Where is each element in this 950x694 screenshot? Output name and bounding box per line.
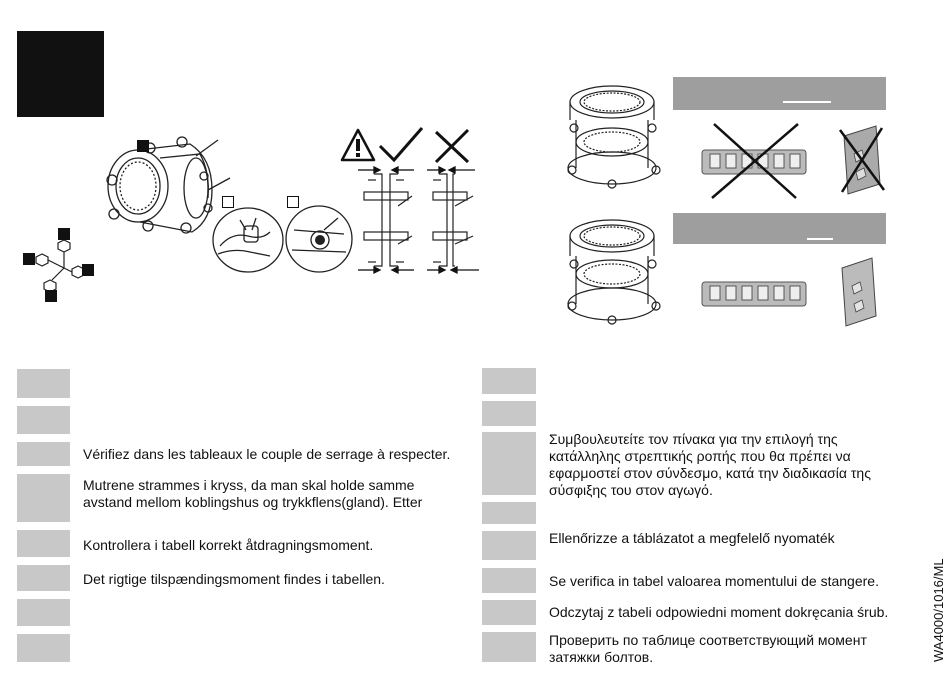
instruction-text-el: Συμβουλευτείτε τον πίνακα για την επιλογή της κατάλληλης στρεπτικής ροπής που θα πρέπει να εφαρμοστεί στον σύνδεσμο, κατά την διαδικασία της σύσφιξης του στον αγωγό.	[549, 431, 871, 498]
language-code-box	[17, 599, 70, 626]
instruction-text-hu: Ellenőrizze a táblázatot a megfelelő nyomaték	[549, 530, 835, 546]
checkmark-icon	[378, 126, 424, 164]
language-code-box	[17, 565, 70, 591]
language-code-box	[17, 442, 70, 466]
header-underline	[807, 238, 833, 240]
instruction-text-ro: Se verifica in tabel valoarea momentului de stangere.	[549, 573, 879, 589]
language-code-box	[17, 474, 70, 522]
language-code-box	[482, 568, 536, 593]
language-code-box	[482, 531, 536, 560]
gripring-insert-approved	[836, 256, 884, 328]
language-code-box	[17, 530, 70, 557]
instruction-text-ru: Проверить по таблице соответствующий момент затяжки болтов.	[549, 632, 867, 665]
document-code: WA4000/1016/ML	[931, 558, 946, 662]
coupling-with-gripring-2	[562, 212, 668, 330]
language-code-box	[482, 502, 536, 524]
language-code-box	[482, 632, 536, 662]
instruction-text-sv: Kontrollera i tabell korrekt åtdragningsmoment.	[83, 537, 374, 553]
gripring-segment-approved	[690, 270, 822, 320]
coupling-with-gripring-1	[562, 78, 668, 194]
cross-icon	[432, 128, 472, 164]
language-code-box	[17, 406, 70, 434]
header-underline	[783, 101, 831, 103]
warning-triangle-icon	[340, 128, 376, 162]
product-header-bar-1	[673, 77, 886, 110]
gripring-insert-rejected	[836, 124, 888, 196]
instruction-text-pl: Odczytaj z tabeli odpowiedni moment dokręcania śrub.	[549, 604, 889, 620]
step-marker	[23, 253, 35, 265]
language-code-box	[482, 600, 536, 625]
language-code-box	[17, 369, 70, 398]
language-code-box	[17, 634, 70, 662]
step-marker	[82, 264, 94, 276]
instruction-text-da: Det rigtige tilspændingsmoment findes i tabellen.	[83, 571, 385, 587]
instruction-text-fr: Vérifiez dans les tableaux le couple de serrage à respecter.	[83, 446, 451, 462]
gripring-segment-rejected	[690, 122, 822, 200]
instruction-text-no: Mutrene strammes i kryss, da man skal holde samme avstand mellom koblingshus og trykkflens(gland). Etter	[83, 477, 423, 510]
product-header-bar-2	[673, 213, 886, 244]
gap-section-incorrect	[425, 166, 485, 274]
gap-section-correct	[356, 166, 416, 274]
spanner-detail-2	[284, 204, 354, 274]
step-marker	[137, 140, 149, 152]
step-marker	[58, 228, 70, 240]
language-code-box	[482, 432, 536, 495]
coupling-illustration	[100, 128, 220, 258]
language-code-box	[482, 368, 536, 394]
spanner-detail-1	[210, 206, 286, 274]
step-marker	[45, 290, 57, 302]
section-marker-block	[17, 31, 104, 117]
language-code-box	[482, 401, 536, 426]
